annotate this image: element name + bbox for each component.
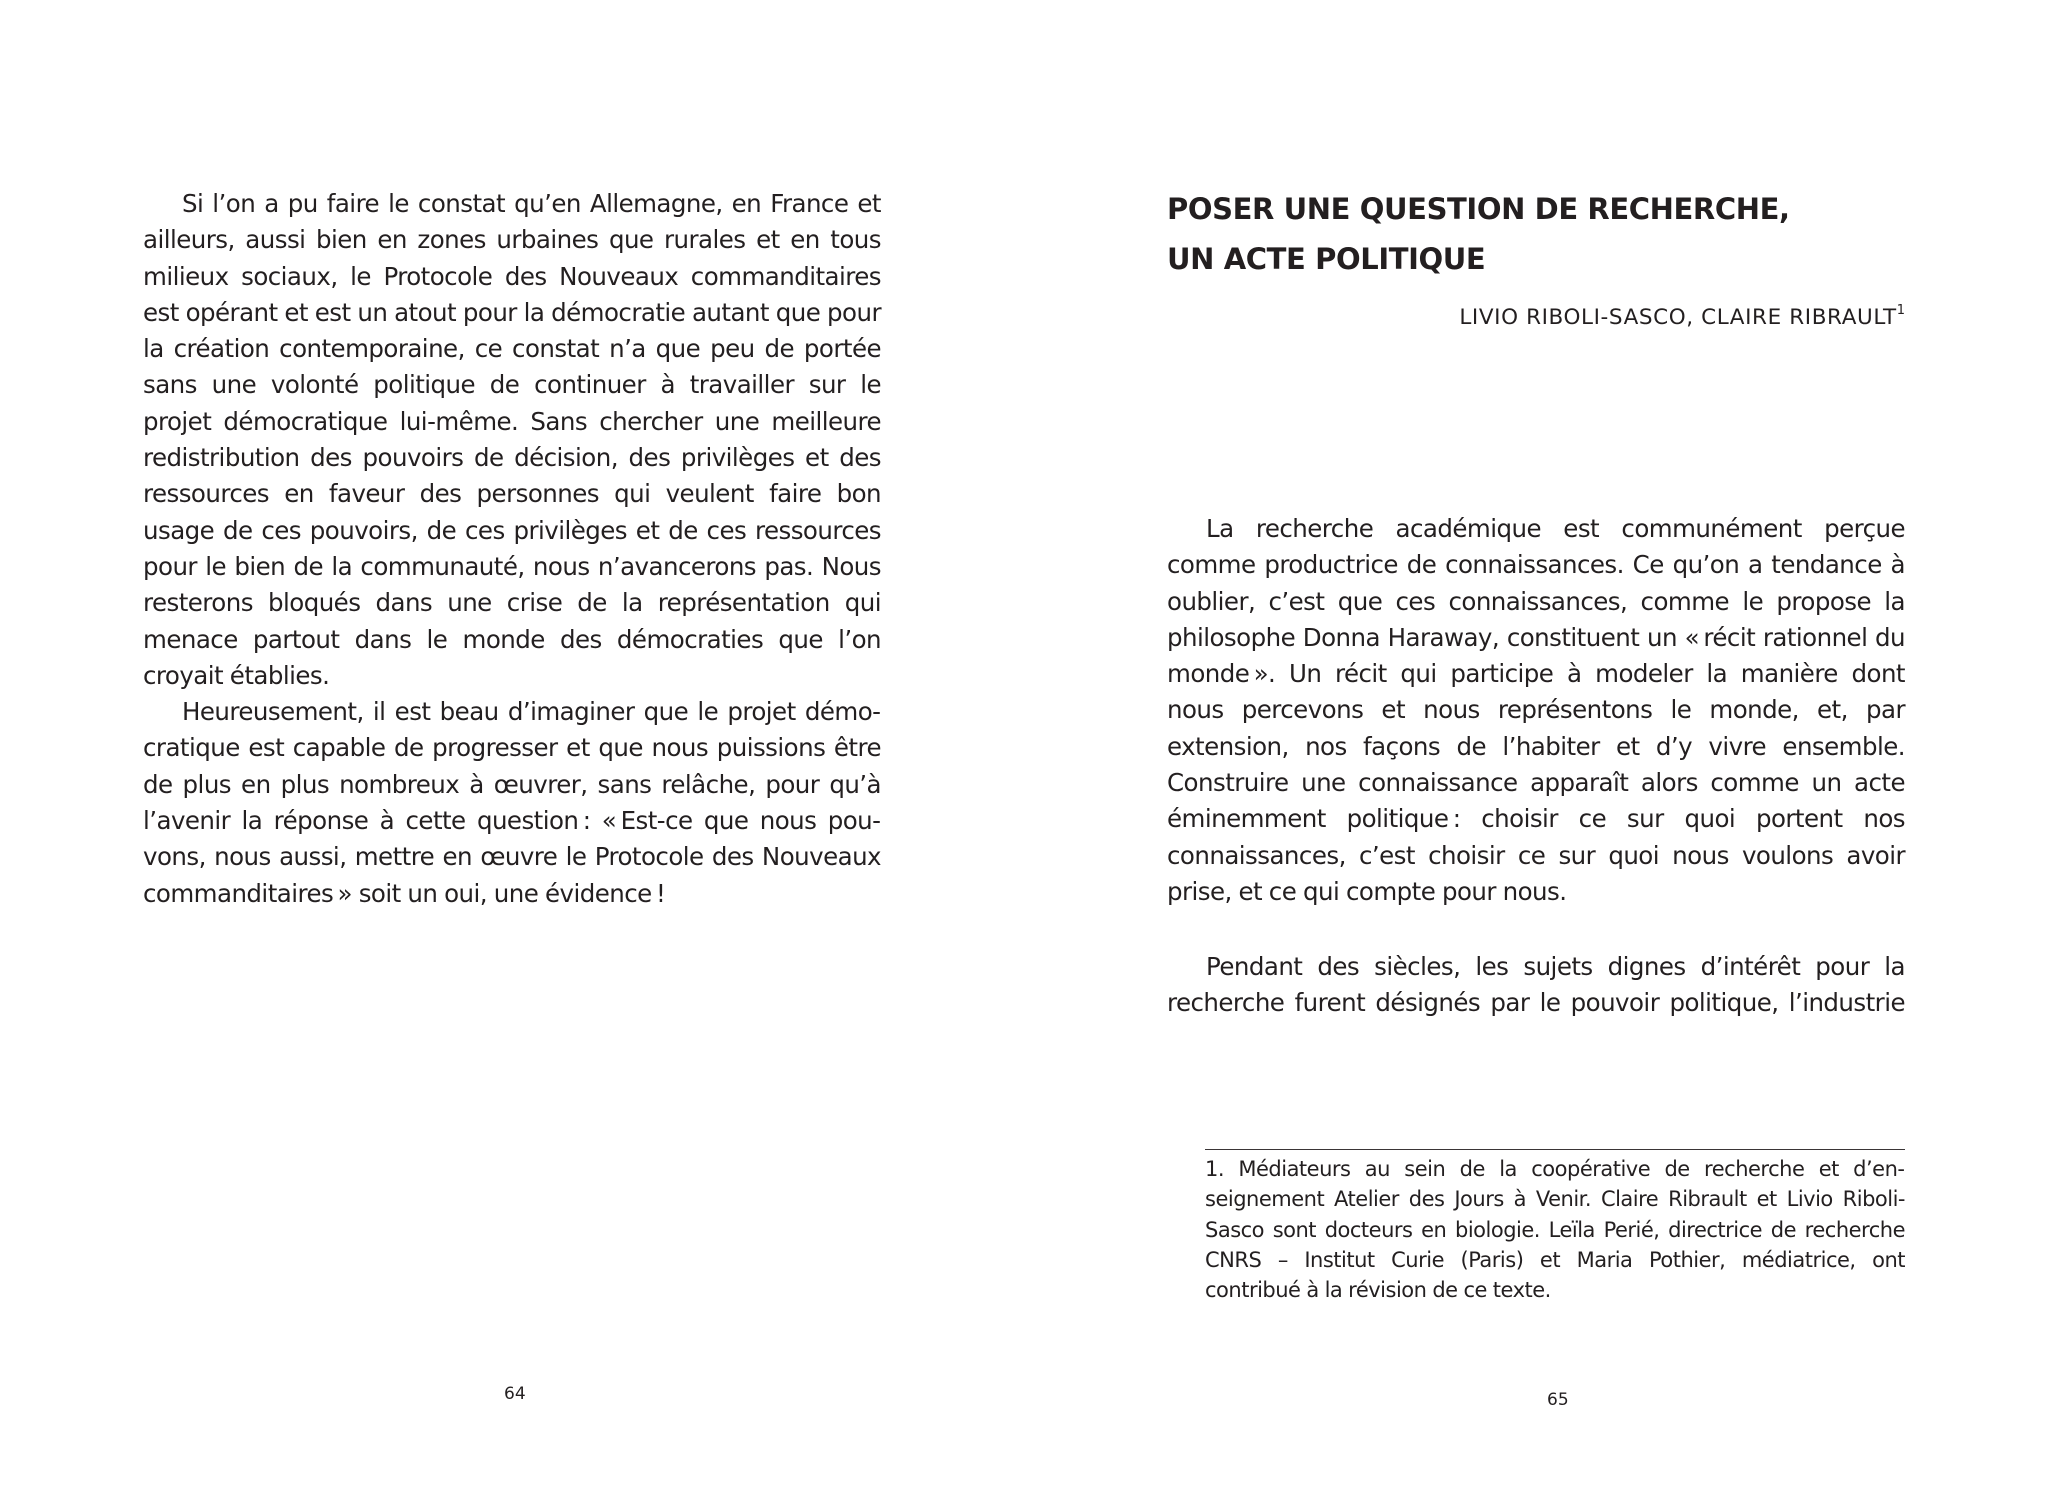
footnote-reference[interactable]: 1: [1896, 303, 1905, 318]
chapter-title: [1167, 184, 1905, 284]
page-number: 64: [504, 1384, 526, 1404]
right-page-body-continued: [1167, 949, 1905, 1022]
right-page-body: [1167, 511, 1905, 910]
chapter-title-line: UN ACTE POLITIQUE: [1167, 242, 1486, 276]
author-names: LIVIO RIBOLI-SASCO, CLAIRE RIBRAULT: [1459, 305, 1897, 331]
right-page: [1024, 0, 2047, 1496]
body-paragraph: Pendant des siècles, les sujets dignes d’intérêt pour la recherche furent désignés par le pouvoir politique, l’industrie: [1167, 952, 1905, 1018]
chapter-authors: [1167, 296, 1905, 335]
body-paragraph: Si l’on a pu faire le constat qu’en Allemagne, en France et ailleurs, aussi bien en zones urbaines que rurales et en tous milieux sociaux, le Protocole des Nouveaux commanditaires est opérant et est un atout pour la démocratie autant que pour la création contemporaine, ce constat n’a que peu de portée sans une volonté politique de continuer à travailler sur le projet démocratique lui-même. Sans chercher une meilleure redistribution des pouvoirs de décision, des privilèges et des ressources en faveur des personnes qui veulent faire bon usage de ces pouvoirs, de ces privilèges et de ces ressources pour le bien de la communauté, nous n’avancerons pas. Nous resterons bloqués dans une crise de la représentation qui menace partout dans le monde des démocraties que l’on croyait établies.: [143, 189, 881, 690]
body-paragraph: Heureusement, il est beau d’imaginer que le projet démocratique est capable de progresser et que nous puissions être de plus en plus nombreux à œuvrer, sans relâche, pour qu’à l’avenir la réponse à cette question : « Est-ce que nous pouvons, nous aussi, mettre en œuvre le Protocole des Nouveaux commanditaires » soit un oui, une évidence !: [143, 697, 881, 908]
page-number: 65: [1547, 1390, 1569, 1410]
chapter-title-line: POSER UNE QUESTION DE RECHERCHE,: [1167, 192, 1790, 226]
left-page: [0, 0, 1023, 1496]
footnote-separator: [1205, 1149, 1905, 1150]
left-page-body: [143, 186, 881, 912]
body-paragraph: La recherche académique est communément perçue comme productrice de connaissances. Ce qu’on a tendance à oublier, c’est que ces connaissances, comme le propose la philosophe Donna Haraway, constituent un « récit rationnel du monde ». Un récit qui participe à modeler la manière dont nous percevons et nous représentons le monde, et, par extension, nos façons de l’habiter et d’y vivre ensemble. Construire une connaissance apparaît alors comme un acte éminemment politique : choisir ce sur quoi portent nos connaissances, c’est choisir ce sur quoi nous voulons avoir prise, et ce qui compte pour nous.: [1167, 514, 1905, 906]
footnote: 1. Médiateurs au sein de la coopérative de recherche et d’enseignement Atelier des Jours à Venir. Claire Ribrault et Livio Riboli-Sasco sont docteurs en biologie. Leïla Perié, directrice de recherche CNRS – Institut Curie (Paris) et Maria Pothier, médiatrice, ont contribué à la révision de ce texte.: [1205, 1157, 1905, 1303]
